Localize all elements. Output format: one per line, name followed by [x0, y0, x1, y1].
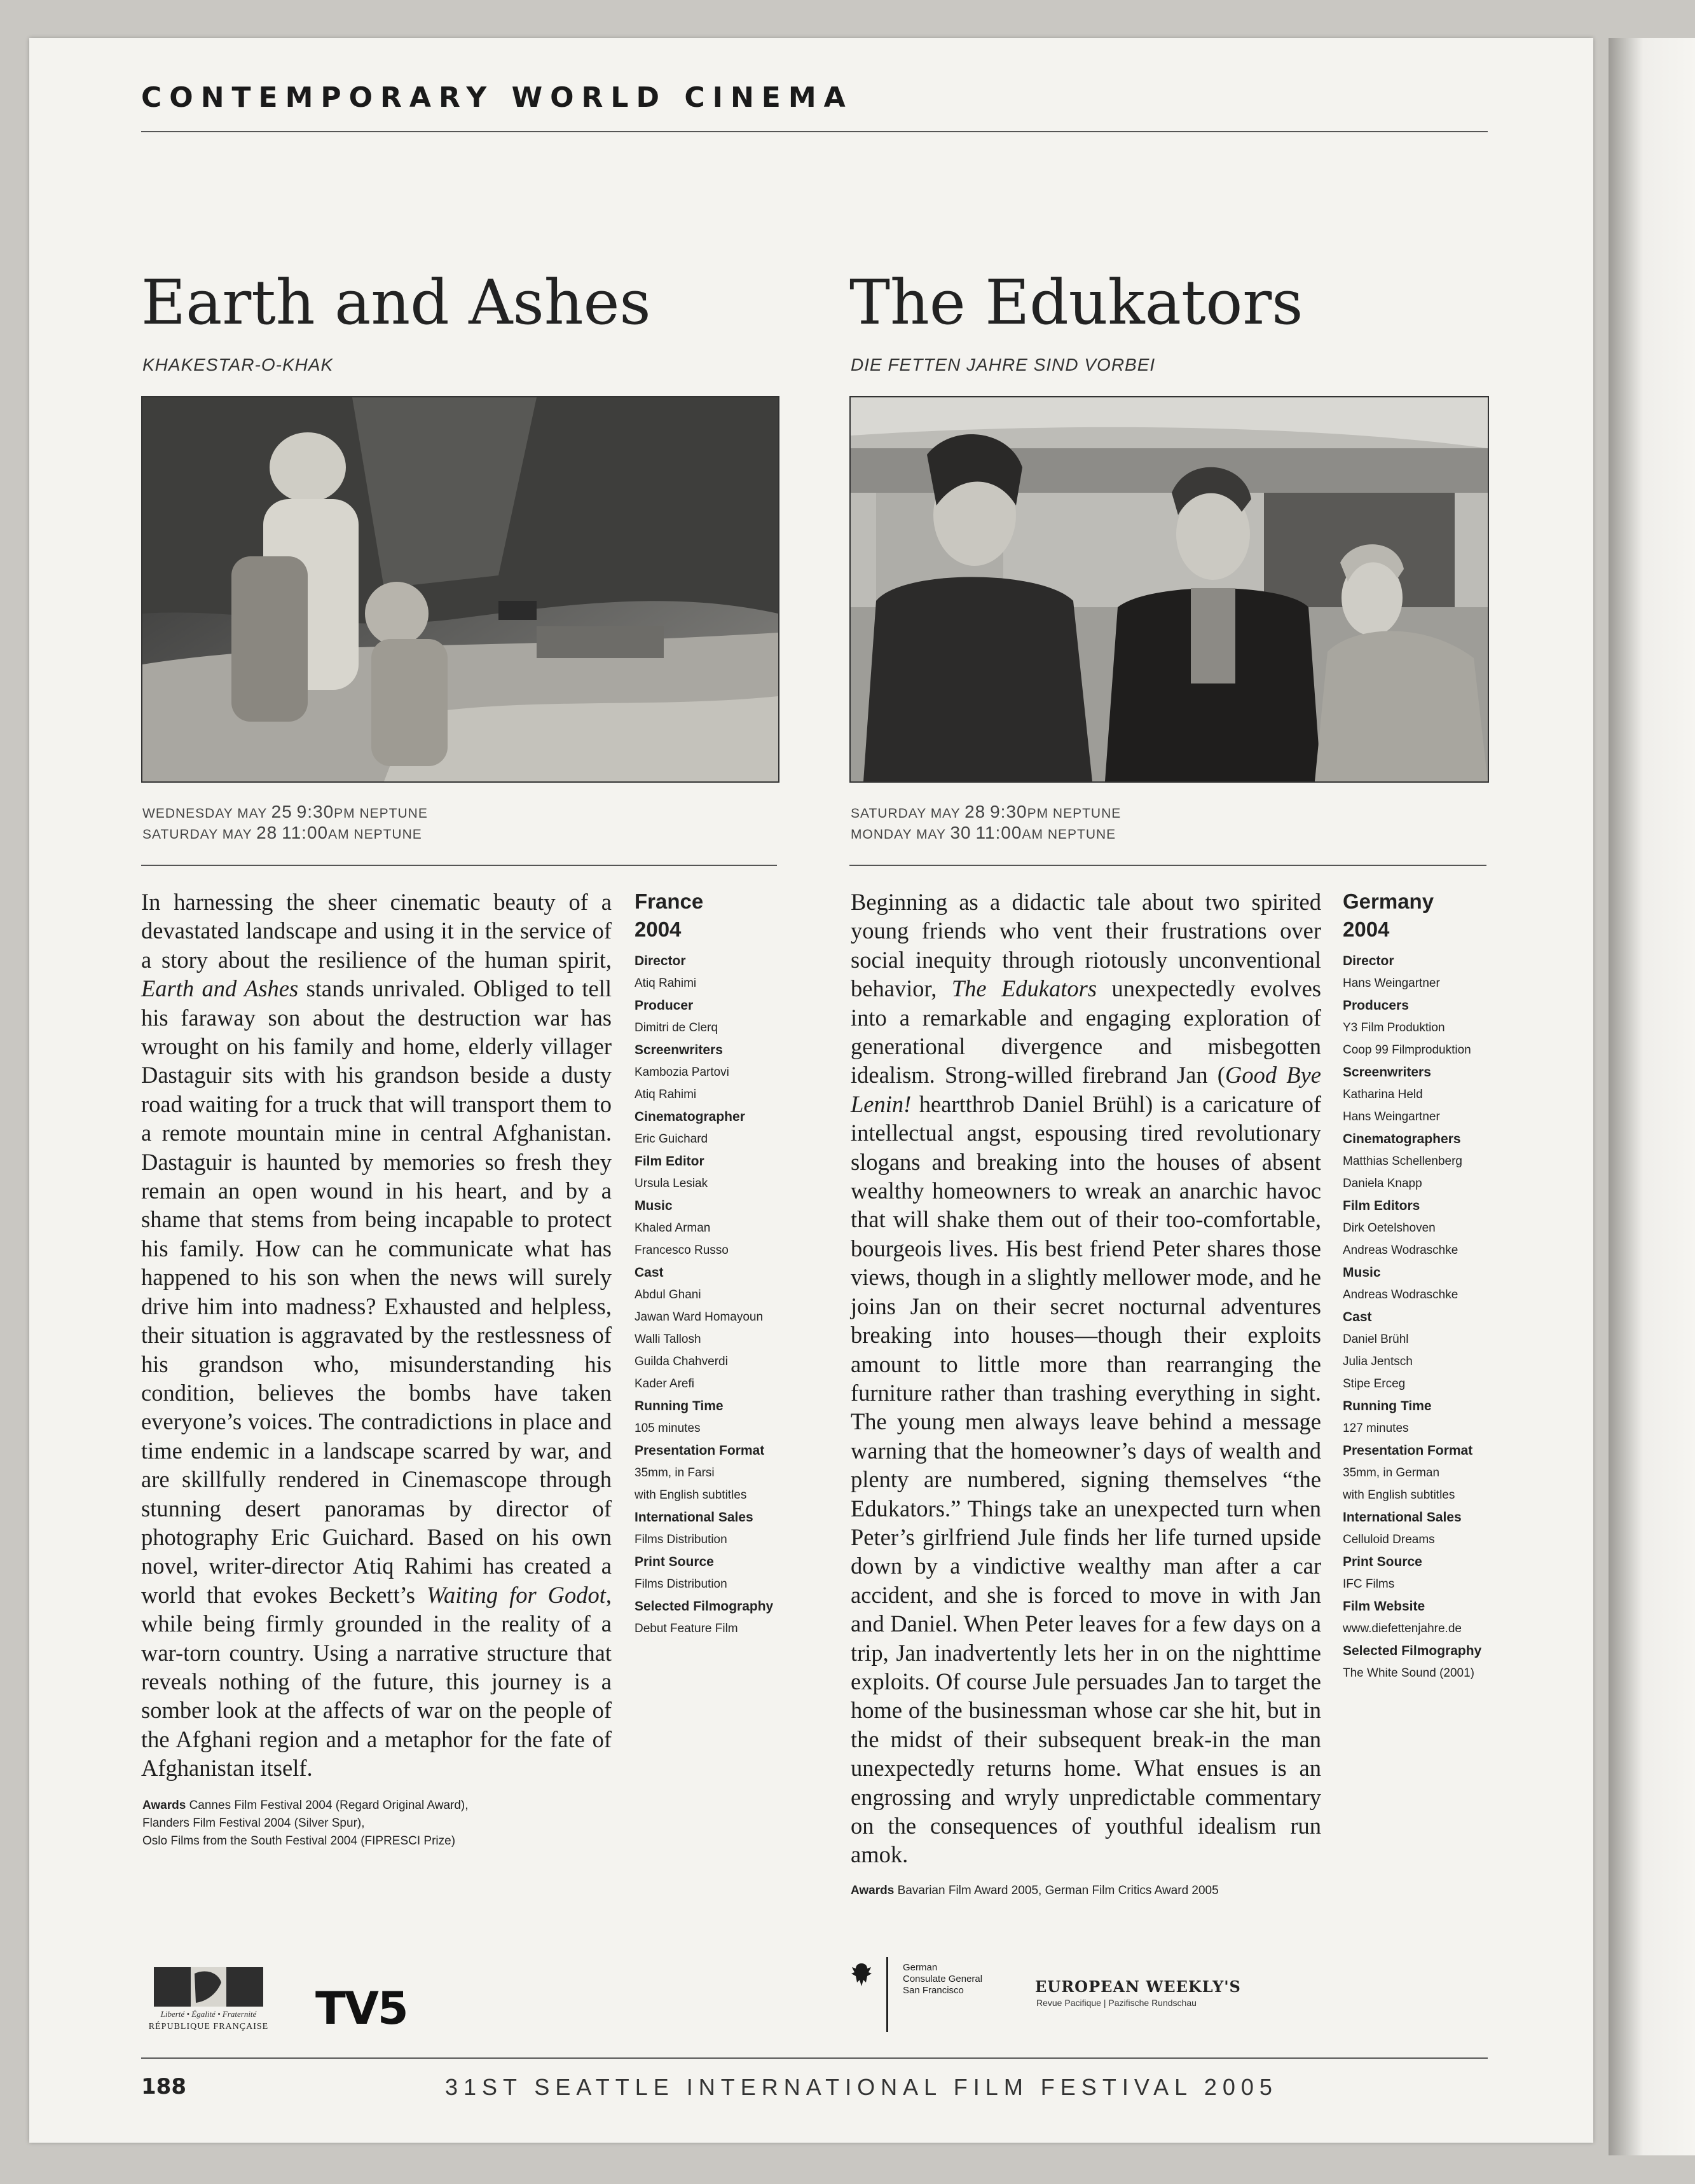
credit-name: 127 minutes [1343, 1422, 1409, 1435]
right-film-title: The Edukators [849, 267, 1303, 338]
credit-name: Atiq Rahimi [635, 1088, 697, 1101]
credit-role: Selected Filmography [635, 1599, 774, 1614]
left-showtimes-rule [141, 865, 777, 866]
credit-name: 105 minutes [635, 1422, 701, 1435]
credit-name: IFC Films [1343, 1577, 1395, 1591]
credit-name: Katharina Held [1343, 1088, 1423, 1101]
credit-name: Julia Jentsch [1343, 1355, 1413, 1368]
credit-role: International Sales [1343, 1510, 1462, 1525]
credit-role: Presentation Format [1343, 1443, 1473, 1458]
credit-role: Cast [1343, 1310, 1372, 1324]
tv5-logo: TV5 [315, 1982, 408, 2035]
left-showtimes [142, 802, 428, 844]
credit-name: 35mm, in Farsi [635, 1466, 715, 1480]
credit-name: Films Distribution [635, 1577, 727, 1591]
european-weekly-subtitle: Revue Pacifique | Pazifische Rundschau [1036, 1998, 1197, 2008]
credit-name: Hans Weingartner [1343, 977, 1440, 990]
credit-role: Running Time [1343, 1399, 1432, 1413]
european-weekly-logo: EUROPEAN WEEKLY'S [1035, 1977, 1241, 1996]
credit-name: Andreas Wodraschke [1343, 1244, 1458, 1257]
right-awards: Awards Bavarian Film Award 2005, German Film Critics Award 2005 [851, 1884, 1219, 1897]
credit-name: Debut Feature Film [635, 1622, 738, 1635]
right-credit-list [1343, 950, 1489, 1684]
credit-role: Cast [635, 1265, 664, 1280]
credit-name: Kader Arefi [635, 1377, 694, 1391]
credit-role: Running Time [635, 1399, 724, 1413]
credit-role: Cinematographer [635, 1109, 745, 1124]
credit-name: Dimitri de Clerq [635, 1021, 718, 1034]
right-showtimes-rule [849, 865, 1486, 866]
rf-motto: Liberté • Égalité • Fraternité [160, 2009, 257, 2019]
credit-name: Guilda Chahverdi [635, 1355, 728, 1368]
left-synopsis: In harnessing the sheer cinematic beauty of a devastated landscape and using it in the service of a story about the resilience of the human spirit, Earth and Ashes stands unrivaled. Obliged to tell his faraway son about the destruction war has wrought on his family and home, elderly villager Dastaguir sits with his grandson beside a dusty road waiting for a truck that will transport them to a remote mountain mine in central Afghanistan. Dastaguir is haunted by memories so fresh they remain an open wound in his heart, and by a shame that stems from being incapable to protect his family. How can he communicate what has happened to his son when the news will surely drive him into madness? Exhausted and helpless, their situation is aggravated by the restlessness of his grandson who, misunderstanding his condition, believes the bombs have taken everyone’s voices. The contradictions in place and time endemic in a landscape scarred by war, and are skillfully rendered in Cinemascope through stunning desert panoramas by director of photography Eric Guichard. Based on his own novel, writer-director Atiq Rahimi has created a world that evokes Beckett’s Waiting for Godot, while being firmly grounded in the reality of a war-torn country. Using a narrative structure that reveals nothing of the future, this journey is a somber look at the affects of war on the people of the Afghani region and a metaphor for the fate of Afghanistan itself. [141, 889, 612, 1782]
the-edukators-photo [851, 397, 1488, 781]
credit-role: Director [1343, 954, 1394, 968]
right-showtimes [851, 802, 1121, 844]
credit-role: Selected Filmography [1343, 1644, 1482, 1658]
credit-name: Atiq Rahimi [635, 977, 697, 990]
credit-name: Dirk Oetelshoven [1343, 1221, 1436, 1235]
credit-name: Francesco Russo [635, 1244, 729, 1257]
credit-name: Andreas Wodraschke [1343, 1288, 1458, 1301]
left-film-still [141, 396, 779, 783]
credit-name: Jawan Ward Homayoun [635, 1310, 764, 1324]
credit-name: Kambozia Partovi [635, 1066, 729, 1079]
credit-role: Producers [1343, 998, 1409, 1013]
right-original-title: DIE FETTEN JAHRE SIND VORBEI [851, 355, 1156, 374]
credit-name: Khaled Arman [635, 1221, 711, 1235]
left-credits [635, 888, 781, 1640]
consulate-text: German Consulate General San Francisco [903, 1962, 983, 1996]
footer-rule [141, 2057, 1488, 2059]
credit-name: Ursula Lesiak [635, 1177, 708, 1190]
credit-role: Film Editors [1343, 1198, 1420, 1213]
left-credit-list [635, 950, 781, 1640]
earth-and-ashes-photo [142, 397, 778, 781]
credit-role: Screenwriters [635, 1043, 723, 1057]
right-film-still [849, 396, 1489, 783]
festival-footer: 31ST SEATTLE INTERNATIONAL FILM FESTIVAL 2005 [445, 2074, 1278, 2100]
left-film-title: Earth and Ashes [141, 267, 651, 338]
credit-name: Stipe Erceg [1343, 1377, 1406, 1391]
left-awards: Awards Cannes Film Festival 2004 (Regard Original Award), Flanders Film Festival 2004 (Silver Spur), Oslo Films from the South Festival 2004 (FIPRESCI Prize) [142, 1799, 469, 1848]
german-eagle-icon [851, 1962, 872, 1988]
credit-name: with English subtitles [1343, 1488, 1455, 1502]
showtime-row: SATURDAY MAY 28 11:00AM NEPTUNE [142, 823, 422, 842]
credit-role: Print Source [635, 1555, 714, 1569]
header-rule [141, 131, 1488, 132]
next-page-edge [1609, 38, 1695, 2155]
showtime-row: WEDNESDAY MAY 25 9:30PM NEPTUNE [142, 802, 428, 821]
page-number: 188 [141, 2074, 186, 2099]
consulate-divider [886, 1957, 888, 2032]
credit-name: Walli Tallosh [635, 1333, 701, 1346]
credit-name: Matthias Schellenberg [1343, 1155, 1462, 1168]
credit-role: Film Editor [635, 1154, 704, 1169]
credit-name: Coop 99 Filmproduktion [1343, 1043, 1471, 1057]
credit-name: Abdul Ghani [635, 1288, 701, 1301]
credit-name: Eric Guichard [635, 1132, 708, 1146]
showtime-row: MONDAY MAY 30 11:00AM NEPTUNE [851, 823, 1116, 842]
left-year: 2004 [635, 917, 682, 941]
right-synopsis: Beginning as a didactic tale about two spirited young friends who vent their frustrations over social inequity through riotously unconventional behavior, The Edukators unexpectedly evolves into a remarkable and engaging exploration of generational divergence and misbegotten idealism. Strong-willed firebrand Jan (Good Bye Lenin! heartthrob Daniel Brühl) is a caricature of intellectual angst, espousing tired revolutionary slogans and breaking into the houses of absent wealthy homeowners to wreak an anarchic havoc that will shake them out of their too-comfortable, bourgeois lives. His best friend Peter shares those views, though in a slightly mellower mode, and he joins Jan on their secret nocturnal adventures breaking into houses—though their exploits amount to little more than rearranging the furniture rather than trashing everything in sight. The young men always leave behind a message warning that the homeowner’s days of wealth and plenty are numbered, signing themselves “the Edukators.” Things take an unexpected turn when Peter’s girlfriend Jule finds her life turned upside down by a vindictive wealthy man after a car accident, and she is forced to move in with Jan and Daniel. When Peter leaves for a few days on a trip, Jan inadvertently lets her in on the nighttime exploits. Of course Jule persuades Jan to target the home of the businessman whose car she hit, but in the midst of their subsequent break-in the man unexpectedly returns home. What ensues is an engrossing and wryly unpredictable commentary on the consequences of youthful idealism run amok. [851, 889, 1321, 1868]
credit-name: www.diefettenjahre.de [1343, 1622, 1462, 1635]
credit-role: Director [635, 954, 686, 968]
credit-role: Presentation Format [635, 1443, 765, 1458]
credit-role: Film Website [1343, 1599, 1425, 1614]
showtime-row: SATURDAY MAY 28 9:30PM NEPTUNE [851, 802, 1122, 821]
credit-role: Print Source [1343, 1555, 1422, 1569]
right-year: 2004 [1343, 917, 1390, 941]
right-country: Germany [1343, 889, 1434, 913]
section-header: CONTEMPORARY WORLD CINEMA [141, 81, 853, 114]
left-original-title: KHAKESTAR-O-KHAK [142, 355, 334, 374]
credit-name: Y3 Film Produktion [1343, 1021, 1445, 1034]
right-credits [1343, 888, 1489, 1684]
credit-name: with English subtitles [635, 1488, 747, 1502]
credit-name: Daniel Brühl [1343, 1333, 1409, 1346]
credit-name: Celluloid Dreams [1343, 1533, 1435, 1546]
credit-role: Music [635, 1198, 673, 1213]
credit-role: Music [1343, 1265, 1381, 1280]
left-country: France [635, 889, 704, 913]
credit-name: 35mm, in German [1343, 1466, 1440, 1480]
credit-name: Films Distribution [635, 1533, 727, 1546]
credit-role: Producer [635, 998, 694, 1013]
credit-name: The White Sound (2001) [1343, 1666, 1475, 1680]
rf-name: RÉPUBLIQUE FRANÇAISE [148, 2022, 269, 2031]
credit-name: Daniela Knapp [1343, 1177, 1422, 1190]
credit-role: Screenwriters [1343, 1065, 1431, 1080]
credit-role: International Sales [635, 1510, 753, 1525]
credit-name: Hans Weingartner [1343, 1110, 1440, 1123]
credit-role: Cinematographers [1343, 1132, 1461, 1146]
